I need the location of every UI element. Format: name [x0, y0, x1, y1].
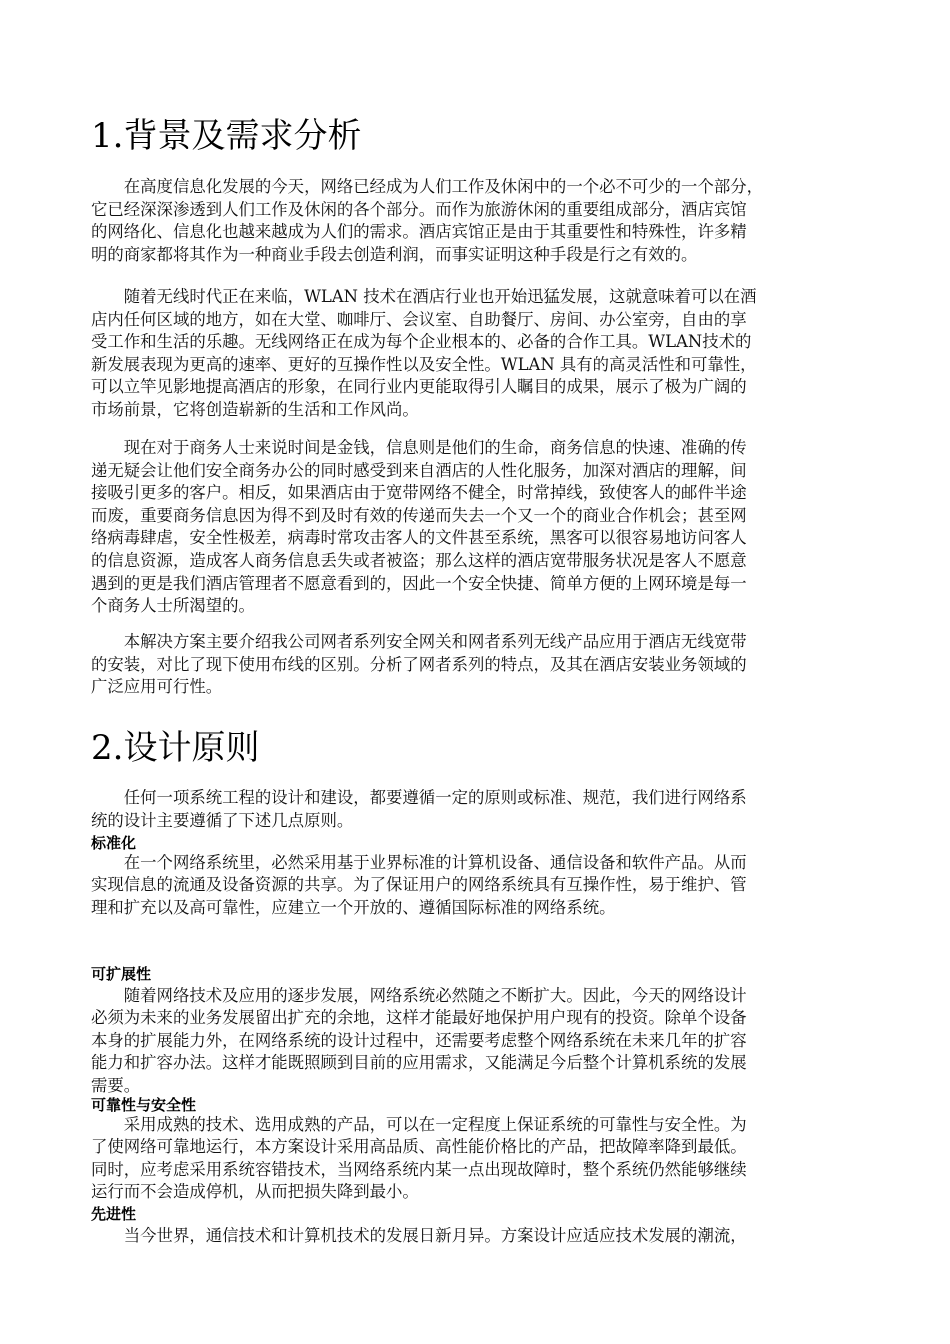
text-line: 本解决方案主要介绍我公司网者系列安全网关和网者系列无线产品应用于酒店无线宽带: [91, 632, 747, 651]
text-line: 现在对于商务人士来说时间是金钱，信息则是他们的生命，商务信息的快速、准确的传: [91, 438, 747, 457]
text-line: 它已经深深渗透到人们工作及休闲的各个部分。而作为旅游休闲的重要组成部分，酒店宾馆: [91, 199, 747, 219]
text-line: 可以立竿见影地提高酒店的形象，在同行业内更能取得引人瞩目的成果，展示了极为广阔的: [91, 377, 747, 397]
principle-body-reliability-security: [91, 1114, 871, 1204]
text-line: 新发展表现为更高的速率、更好的互操作性以及安全性。WLAN 具有的高灵活性和可靠性，: [91, 354, 757, 374]
text-line: 采用成熟的技术、选用成熟的产品，可以在一定程度上保证系统的可靠性与安全性。为: [91, 1115, 747, 1134]
text-line: 市场前景，它将创造崭新的生活和工作风尚。: [91, 399, 419, 419]
text-line: 能力和扩容办法。这样才能既照顾到目前的应用需求，又能满足今后整个计算机系统的发展: [91, 1053, 747, 1073]
text-line: 遇到的更是我们酒店管理者不愿意看到的，因此一个安全快捷、简单方便的上网环境是每一: [91, 573, 747, 593]
text-line: 广泛应用可行性。: [91, 677, 223, 697]
text-line: 随着无线时代正在来临，WLAN 技术在酒店行业也开始迅猛发展，这就意味着可以在酒: [91, 287, 757, 306]
text-line: 的安装，对比了现下使用布线的区别。分析了网者系列的特点，及其在酒店安装业务领域的: [91, 654, 747, 674]
principle-heading-advancement: 先进性: [91, 1205, 137, 1223]
text-line: 任何一项系统工程的设计和建设，都要遵循一定的原则或标准、规范，我们进行网络系: [91, 788, 747, 807]
text-line: 个商务人士所渴望的。: [91, 596, 255, 616]
principle-heading-standardization: 标准化: [91, 834, 137, 852]
text-line: 递无疑会让他们安全商务办公的同时感受到来自酒店的人性化服务，加深对酒店的理解，间: [91, 460, 747, 480]
text-line: 同时，应考虑采用系统容错技术，当网络系统内某一点出现故障时，整个系统仍然能够继续: [91, 1159, 747, 1179]
principle-body-scalability: [91, 985, 871, 1097]
text-line: 的信息资源，造成客人商务信息丢失或者被盗；那么这样的酒店宽带服务状况是客人不愿意: [91, 550, 747, 570]
text-line: 店内任何区域的地方，如在大堂、咖啡厅、会议室、自助餐厅、房间、办公室旁，自由的享: [91, 309, 747, 329]
principle-body-standardization: [91, 852, 871, 919]
text-line: 在高度信息化发展的今天，网络已经成为人们工作及休闲中的一个必不可少的一个部分，: [91, 177, 764, 196]
section-1-paragraph-2: [91, 286, 871, 422]
principle-heading-scalability: 可扩展性: [91, 965, 152, 983]
section-1-title: 1.背景及需求分析: [91, 116, 362, 156]
principle-heading-reliability-security: 可靠性与安全性: [91, 1096, 197, 1114]
text-line: 必须为未来的业务发展留出扩充的余地，这样才能最好地保护用户现有的投资。除单个设备: [91, 1008, 747, 1028]
text-line: 的网络化、信息化也越来越成为人们的需求。酒店宾馆正是由于其重要性和特殊性，许多精: [91, 222, 747, 242]
section-1-paragraph-4: [91, 631, 871, 699]
text-line: 明的商家都将其作为一种商业手段去创造利润，而事实证明这种手段是行之有效的。: [91, 244, 698, 264]
text-line: 统的设计主要遵循了下述几点原则。: [91, 810, 354, 830]
text-line: 了使网络可靠地运行，本方案设计采用高品质、高性能价格比的产品，把故障率降到最低。: [91, 1137, 747, 1157]
text-line: 实现信息的流通及设备资源的共享。为了保证用户的网络系统具有互操作性，易于维护、管: [91, 875, 747, 895]
section-1-paragraph-1: [91, 176, 871, 266]
text-line: 接吸引更多的客户。相反，如果酒店由于宽带网络不健全，时常掉线，致使客人的邮件半途: [91, 483, 747, 503]
text-line: 在一个网络系统里，必然采用基于业界标准的计算机设备、通信设备和软件产品。从而: [91, 853, 747, 872]
text-line: 本身的扩展能力外，在网络系统的设计过程中，还需要考虑整个网络系统在未来几年的扩容: [91, 1030, 747, 1050]
text-line: 需要。: [91, 1075, 141, 1095]
section-2-title: 2.设计原则: [91, 728, 260, 768]
text-line: 络病毒肆虐，安全性极差，病毒时常攻击客人的文件甚至系统，黑客可以很容易地访问客人: [91, 528, 747, 548]
text-line: 当今世界，通信技术和计算机技术的发展日新月异。方案设计应适应技术发展的潮流，: [91, 1226, 747, 1245]
text-line: 而废，重要商务信息因为得不到及时有效的传递而失去一个又一个的商业合作机会；甚至网: [91, 505, 747, 525]
text-line: 随着网络技术及应用的逐步发展，网络系统必然随之不断扩大。因此，今天的网络设计: [91, 986, 747, 1005]
section-1-paragraph-3: [91, 437, 871, 618]
text-line: 理和扩充以及高可靠性，应建立一个开放的、遵循国际标准的网络系统。: [91, 897, 616, 917]
section-2-intro: [91, 787, 871, 832]
text-line: 受工作和生活的乐趣。无线网络正在成为每个企业根本的、必备的合作工具。WLAN技术的: [91, 332, 752, 352]
text-line: 运行而不会造成停机，从而把损失降到最小。: [91, 1182, 419, 1202]
principle-body-advancement: [91, 1225, 871, 1247]
